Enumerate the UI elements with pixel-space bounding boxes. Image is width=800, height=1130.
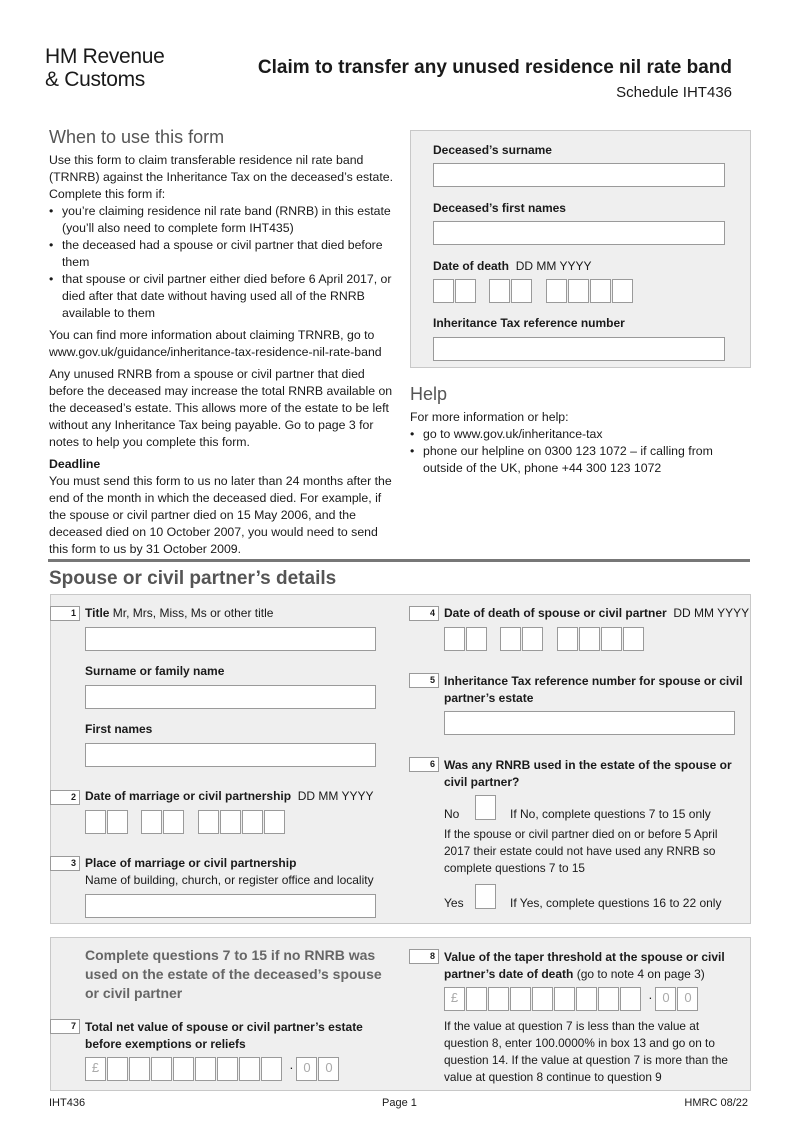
help-bullets [410, 426, 745, 477]
list-item: • you’re claiming residence nil rate band (RNRB) in this estate (you’ll also need to complete form IHT435) [49, 203, 394, 237]
question-number: 4 [409, 606, 439, 621]
date-digit-box[interactable] [511, 279, 532, 303]
date-digit-box[interactable] [546, 279, 567, 303]
date-digit-box[interactable] [141, 810, 162, 834]
footer-page-number: Page 1 [382, 1097, 417, 1109]
digit-box[interactable] [129, 1057, 150, 1081]
q8-label [444, 949, 744, 983]
date-digit-box[interactable] [590, 279, 611, 303]
question-number: 3 [50, 856, 80, 871]
digit-box[interactable] [598, 987, 619, 1011]
no-rnrb-heading: Complete questions 7 to 15 if no RNRB was used on the estate of the deceased’s spouse or civil partner [85, 947, 382, 1001]
hmrc-logo [45, 45, 165, 91]
dod-format: DD MM YYYY [515, 259, 592, 273]
intro-para-2: You can find more information about claiming TRNRB, go to www.gov.uk/guidance/inheritance-tax-residence-nil-rate-band [49, 328, 382, 359]
digit-box[interactable] [239, 1057, 260, 1081]
date-digit-box[interactable] [522, 627, 543, 651]
date-digit-box[interactable] [264, 810, 285, 834]
q7-money-input[interactable] [85, 1057, 339, 1081]
digit-box[interactable] [488, 987, 509, 1011]
intro-para-3: Any unused RNRB from a spouse or civil partner that died before the deceased may increase the total RNRB available on the deceased’s estate. This allows more of the estate to be left without any Inheritance Tax being payable. Go to page 3 for notes to help you complete this form. [49, 367, 393, 449]
logo-line-1: HM Revenue [45, 45, 165, 68]
deceased-dod-input[interactable] [433, 279, 633, 303]
date-digit-box[interactable] [612, 279, 633, 303]
q6-yes-hint: If Yes, complete questions 16 to 22 only [510, 896, 722, 910]
intro-para-1b: Complete this form if: [49, 187, 166, 201]
deceased-iht-ref-input[interactable] [433, 337, 725, 361]
q8-note: If the value at question 7 is less than the value at question 8, enter 100.0000% in box 13 and go on to question 14. If the value at question 7 is more than the value at question 8 continue to question 9 [444, 1019, 728, 1084]
q6-label: Was any RNRB used in the estate of the spouse or civil partner? [444, 758, 732, 789]
q6-yes-label: Yes [444, 896, 464, 910]
spouse-surname-label: Surname or family name [85, 664, 225, 678]
q5-label: Inheritance Tax reference number for spouse or civil partner’s estate [444, 674, 743, 705]
q3-label: Place of marriage or civil partnership [85, 856, 297, 870]
list-item: • go to www.gov.uk/inheritance-tax [410, 426, 745, 443]
currency-symbol: £ [444, 987, 465, 1011]
currency-symbol: £ [85, 1057, 106, 1081]
help-heading: Help [410, 384, 448, 404]
spouse-iht-ref-input[interactable] [444, 711, 735, 735]
marriage-date-input[interactable] [85, 810, 285, 834]
date-digit-box[interactable] [623, 627, 644, 651]
digit-box[interactable] [510, 987, 531, 1011]
date-digit-box[interactable] [489, 279, 510, 303]
date-digit-box[interactable] [444, 627, 465, 651]
footer-form-code: IHT436 [49, 1097, 86, 1109]
deadline-heading: Deadline [49, 457, 101, 471]
date-digit-box[interactable] [242, 810, 263, 834]
spouse-first-names-label: First names [85, 722, 153, 736]
digit-box[interactable] [173, 1057, 194, 1081]
question-number: 2 [50, 790, 80, 805]
logo-line-2: & Customs [45, 68, 145, 91]
marriage-place-input[interactable] [85, 894, 376, 918]
q6-no-label: No [444, 807, 460, 821]
digit-box[interactable] [620, 987, 641, 1011]
spouse-section-heading: Spouse or civil partner’s details [49, 568, 337, 589]
list-item: • phone our helpline on 0300 123 1072 – if calling from outside of the UK, phone +44 300 123 1072 [410, 443, 745, 477]
deceased-surname-label: Deceased’s surname [433, 143, 552, 157]
question-number: 8 [409, 949, 439, 964]
form-title: Claim to transfer any unused residence nil rate band [257, 57, 732, 78]
q6-note: If the spouse or civil partner died on or before 5 April 2017 their estate could not have used any RNRB so complete questions 7 to 15 [444, 827, 718, 875]
list-item: • the deceased had a spouse or civil partner that died before them [49, 237, 394, 271]
q7-label: Total net value of spouse or civil partner’s estate before exemptions or reliefs [85, 1020, 363, 1051]
deceased-surname-input[interactable] [433, 163, 725, 187]
digit-box[interactable] [554, 987, 575, 1011]
deceased-first-names-input[interactable] [433, 221, 725, 245]
date-digit-box[interactable] [107, 810, 128, 834]
q6-no-checkbox[interactable] [475, 795, 496, 820]
deceased-dod-label [433, 259, 591, 273]
date-digit-box[interactable] [455, 279, 476, 303]
deadline-text: You must send this form to us no later than 24 months after the end of the month in which the deceased died. For example, if the spouse or civil partner died on 15 May 2006, and the deceased died on 10 October 2007, you would need to send this form to us by 31 October 2009. [49, 474, 392, 556]
date-digit-box[interactable] [433, 279, 454, 303]
date-digit-box[interactable] [163, 810, 184, 834]
question-number: 7 [50, 1019, 80, 1034]
q6-no-hint: If No, complete questions 7 to 15 only [510, 807, 711, 821]
intro-para-1: Use this form to claim transferable residence nil rate band (TRNRB) against the Inheritance Tax on the deceased’s estate. [49, 153, 394, 184]
q8-money-input[interactable] [444, 987, 698, 1011]
q8-hint: (go to note 4 on page 3) [576, 967, 705, 981]
q4-format: DD MM YYYY [673, 606, 750, 620]
digit-box[interactable] [532, 987, 553, 1011]
date-digit-box[interactable] [198, 810, 219, 834]
digit-box[interactable] [195, 1057, 216, 1081]
question-number: 6 [409, 757, 439, 772]
spouse-surname-input[interactable] [85, 685, 376, 709]
spouse-dod-input[interactable] [444, 627, 644, 651]
spouse-title-input[interactable] [85, 627, 376, 651]
footer-version: HMRC 08/22 [684, 1097, 748, 1109]
digit-box[interactable] [107, 1057, 128, 1081]
digit-box[interactable] [576, 987, 597, 1011]
date-digit-box[interactable] [85, 810, 106, 834]
pence-digit: 0 [655, 987, 676, 1011]
q1-label-text: Title [85, 606, 110, 620]
q2-label-text: Date of marriage or civil partnership [85, 789, 292, 803]
intro-bullets [49, 203, 394, 322]
spouse-first-names-input[interactable] [85, 743, 376, 767]
help-content [410, 409, 745, 477]
schedule-number: Schedule IHT436 [616, 84, 732, 101]
digit-box[interactable] [217, 1057, 238, 1081]
pence-digit: 0 [296, 1057, 317, 1081]
pence-digit: 0 [318, 1057, 339, 1081]
decimal-point: · [289, 1060, 294, 1075]
date-digit-box[interactable] [220, 810, 241, 834]
date-digit-box[interactable] [557, 627, 578, 651]
date-digit-box[interactable] [500, 627, 521, 651]
q6-yes-checkbox[interactable] [475, 884, 496, 909]
date-digit-box[interactable] [601, 627, 622, 651]
pence-digit: 0 [677, 987, 698, 1011]
date-digit-box[interactable] [466, 627, 487, 651]
q4-label [444, 606, 749, 620]
q1-hint: Mr, Mrs, Miss, Ms or other title [112, 606, 274, 620]
intro-text [49, 152, 394, 558]
q8-label-text: Value of the taper threshold at the spouse or civil partner’s date of death [444, 950, 725, 981]
list-item: • that spouse or civil partner either died before 6 April 2017, or died after that date without having used all of the RNRB available to them [49, 271, 394, 322]
digit-box[interactable] [466, 987, 487, 1011]
digit-box[interactable] [261, 1057, 282, 1081]
digit-box[interactable] [151, 1057, 172, 1081]
deceased-iht-ref-label: Inheritance Tax reference number [433, 316, 625, 330]
section-divider [48, 559, 750, 562]
q2-label [85, 789, 374, 803]
decimal-point: · [648, 990, 653, 1005]
q3-hint: Name of building, church, or register office and locality [85, 873, 374, 887]
date-digit-box[interactable] [568, 279, 589, 303]
question-number: 5 [409, 673, 439, 688]
when-to-use-heading: When to use this form [49, 127, 225, 147]
dod-label-text: Date of death [433, 259, 510, 273]
deceased-first-names-label: Deceased’s first names [433, 201, 566, 215]
q2-format: DD MM YYYY [297, 789, 374, 803]
q1-label [85, 606, 273, 620]
help-intro: For more information or help: [410, 410, 569, 424]
question-number: 1 [50, 606, 80, 621]
q4-label-text: Date of death of spouse or civil partner [444, 606, 667, 620]
date-digit-box[interactable] [579, 627, 600, 651]
